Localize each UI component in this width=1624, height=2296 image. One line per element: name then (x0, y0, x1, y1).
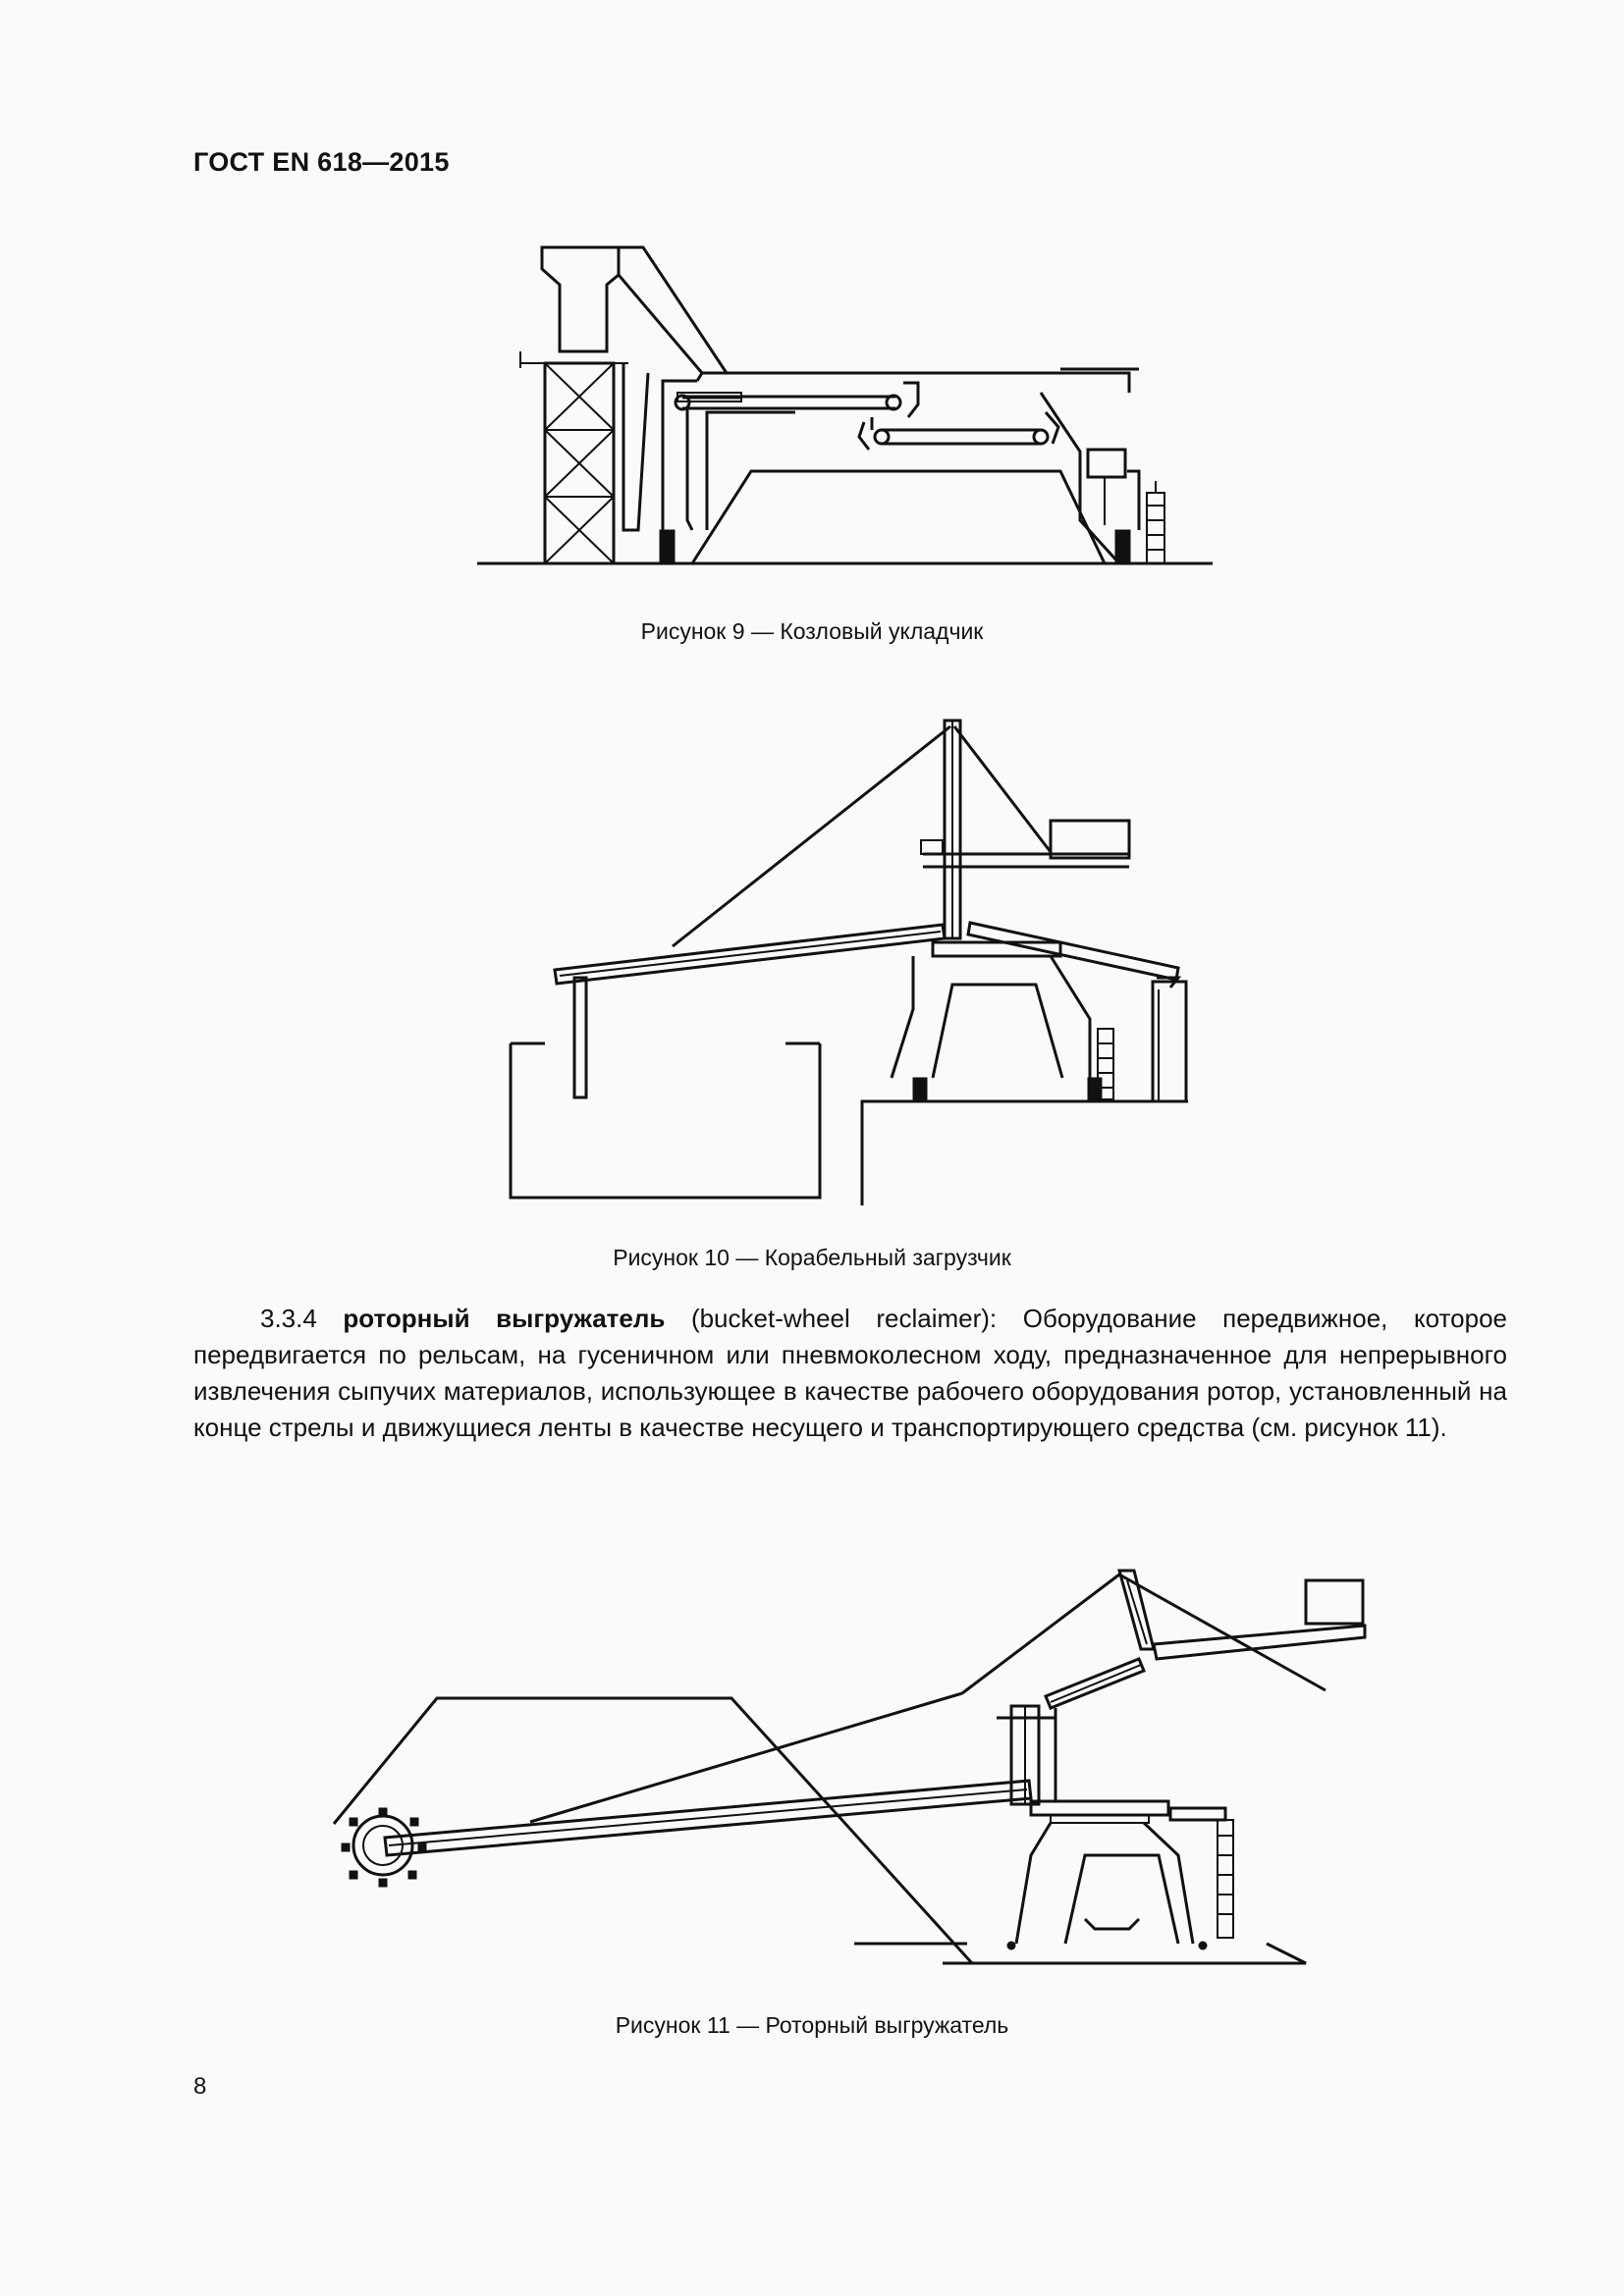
figure-9-caption: Рисунок 9 — Козловый укладчик (640, 618, 984, 644)
gantry-stacker-drawing (471, 236, 1218, 574)
clause-number: 3.3.4 (260, 1304, 317, 1333)
figure-11-caption: Рисунок 11 — Роторный выгружатель (615, 2012, 1009, 2038)
figure-10 (501, 715, 1208, 1205)
figure-9 (471, 236, 1218, 574)
definition-paragraph (193, 1301, 1507, 1446)
document-header: ГОСТ EN 618—2015 (193, 147, 450, 177)
ship-loader-drawing (501, 715, 1208, 1205)
page-number: 8 (193, 2073, 207, 2100)
definition-text: (bucket-wheel reclaimer): Оборудование передвижное, которое передвигается по рельсам, на гусеничном или пневмоколесном ходу, предназначенное для непрерывного извлечения сыпучих материалов, использующее в качестве рабочего оборудования ротор, установленный на конце стрелы и движущиеся ленты в качестве несущего и транспортирующего средства (см. рисунок 11). (193, 1304, 1507, 1442)
bucket-wheel-reclaimer-drawing (324, 1531, 1384, 1983)
figure-10-caption: Рисунок 10 — Корабельный загрузчик (613, 1245, 1011, 1270)
defined-term: роторный выгружатель (343, 1304, 666, 1333)
figure-11 (324, 1531, 1384, 1983)
